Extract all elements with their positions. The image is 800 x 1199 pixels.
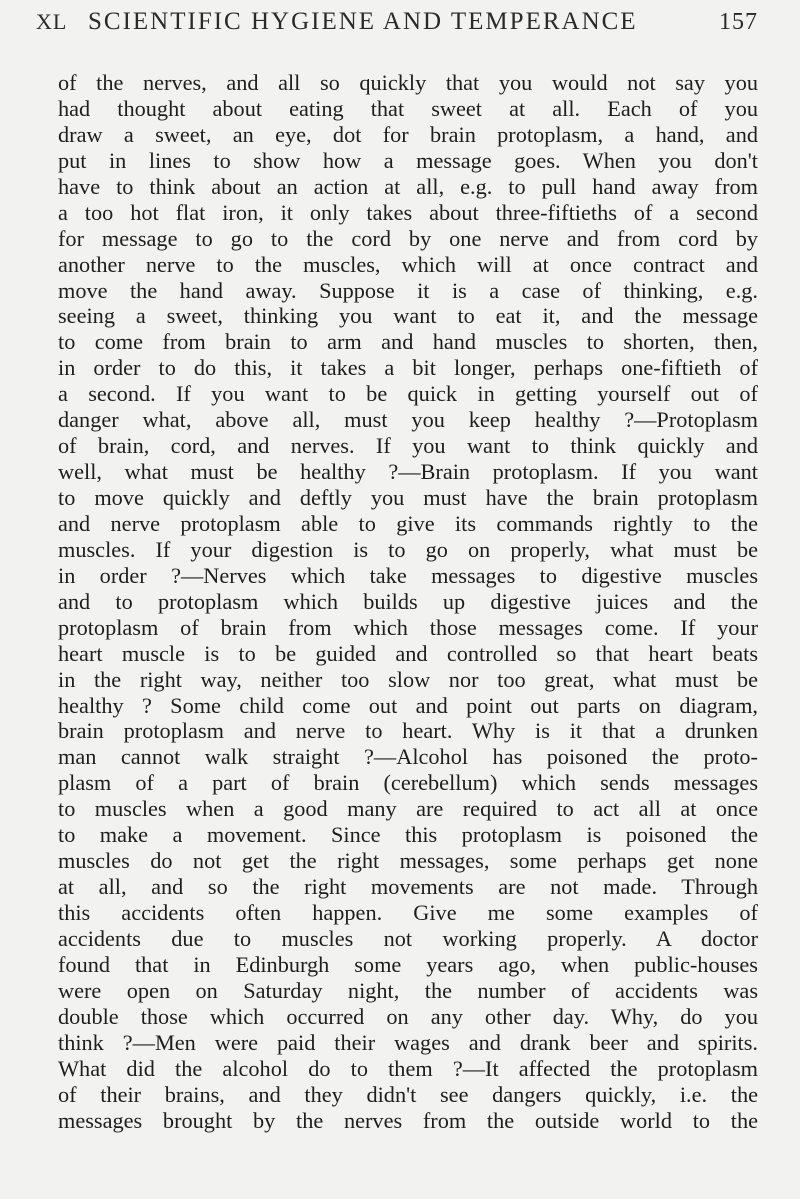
text-line: heart muscle is to be guided and controlled so that heart beats — [58, 640, 758, 666]
text-line: man cannot walk straight ?—Alcohol has poisoned the proto- — [58, 744, 758, 770]
chapter-number: XL — [36, 9, 68, 34]
text-line: to muscles when a good many are required to act all at once — [58, 796, 758, 822]
text-line: of their brains, and they didn't see dangers quickly, i.e. the — [58, 1081, 758, 1107]
text-line: a too hot flat iron, it only takes about three-fiftieths of a second — [58, 199, 758, 225]
text-line: have to think about an action at all, e.g. to pull hand away from — [58, 173, 758, 199]
text-line: in order ?—Nerves which take messages to digestive muscles — [58, 562, 758, 588]
text-line: healthy ? Some child come out and point out parts on diagram, — [58, 692, 758, 718]
running-title: SCIENTIFIC HYGIENE AND TEMPERANCE — [88, 8, 638, 35]
text-line: move the hand away. Suppose it is a case of thinking, e.g. — [58, 277, 758, 303]
text-line: to make a movement. Since this protoplasm is poisoned the — [58, 822, 758, 848]
text-line: What did the alcohol do to them ?—It affected the protoplasm — [58, 1055, 758, 1081]
text-line: draw a sweet, an eye, dot for brain protoplasm, a hand, and — [58, 121, 758, 147]
page-number: 157 — [719, 9, 758, 35]
text-line: of the nerves, and all so quickly that you would not say you — [58, 70, 758, 95]
text-line: were open on Saturday night, the number of accidents was — [58, 977, 758, 1003]
text-line: messages brought by the nerves from the outside world to the — [58, 1107, 758, 1133]
text-line: think ?—Men were paid their wages and drank beer and spirits. — [58, 1029, 758, 1055]
text-line: and to protoplasm which builds up digestive juices and the — [58, 588, 758, 614]
text-line: in order to do this, it takes a bit longer, perhaps one-fiftieth of — [58, 355, 758, 381]
text-line: and nerve protoplasm able to give its commands rightly to the — [58, 510, 758, 536]
text-line: double those which occurred on any other day. Why, do you — [58, 1003, 758, 1029]
text-line: muscles do not get the right messages, some perhaps get none — [58, 848, 758, 874]
text-line: brain protoplasm and nerve to heart. Why is it that a drunken — [58, 718, 758, 744]
text-line: another nerve to the muscles, which will at once contract and — [58, 251, 758, 277]
text-line: well, what must be healthy ?—Brain protoplasm. If you want — [58, 459, 758, 485]
text-line: a second. If you want to be quick in getting yourself out of — [58, 381, 758, 407]
text-line: in the right way, neither too slow nor too great, what must be — [58, 666, 758, 692]
body-text — [58, 70, 758, 1133]
text-line: put in lines to show how a message goes. When you don't — [58, 147, 758, 173]
text-line: at all, and so the right movements are not made. Through — [58, 874, 758, 900]
text-line: found that in Edinburgh some years ago, when public-houses — [58, 951, 758, 977]
text-line: plasm of a part of brain (cerebellum) which sends messages — [58, 770, 758, 796]
text-line: this accidents often happen. Give me some examples of — [58, 900, 758, 925]
text-line: accidents due to muscles not working properly. A doctor — [58, 925, 758, 951]
text-line: muscles. If your digestion is to go on properly, what must be — [58, 536, 758, 562]
text-line: had thought about eating that sweet at all. Each of you — [58, 95, 758, 121]
text-line: seeing a sweet, thinking you want to eat it, and the message — [58, 303, 758, 329]
text-line: to come from brain to arm and hand muscles to shorten, then, — [58, 329, 758, 355]
text-line: of brain, cord, and nerves. If you want to think quickly and — [58, 433, 758, 459]
text-line: protoplasm of brain from which those messages come. If your — [58, 614, 758, 640]
text-line: to move quickly and deftly you must have the brain protoplasm — [58, 485, 758, 510]
running-header — [36, 8, 758, 48]
text-line: danger what, above all, must you keep healthy ?—Protoplasm — [58, 407, 758, 433]
text-line: for message to go to the cord by one nerve and from cord by — [58, 225, 758, 251]
